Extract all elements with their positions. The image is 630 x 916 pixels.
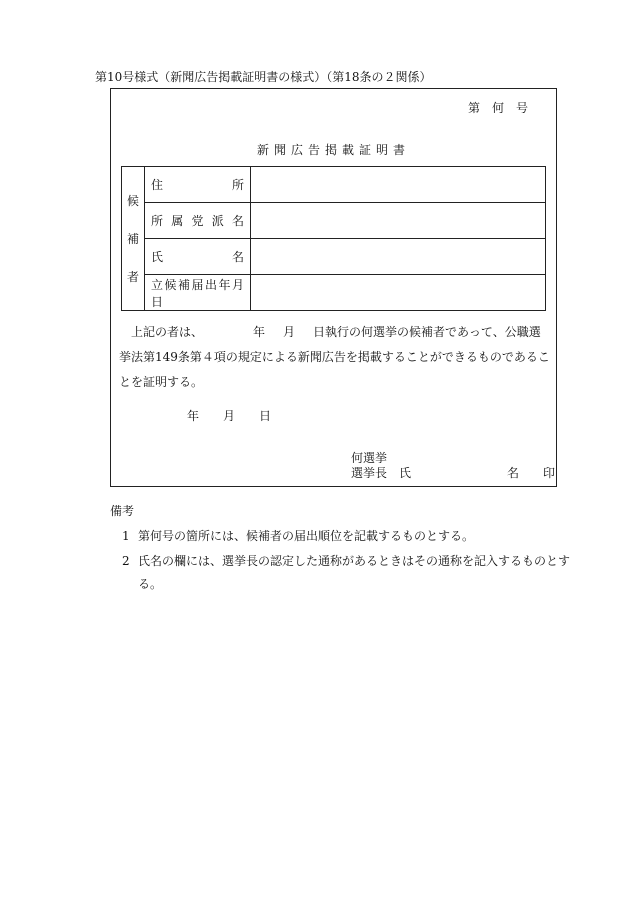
filing-date-value bbox=[251, 275, 546, 311]
vertical-char: 候 bbox=[126, 193, 139, 208]
official-name-label-2: 名 bbox=[507, 466, 520, 480]
official-title: 選挙長 bbox=[351, 466, 388, 480]
form-heading: 第10号様式（新聞広告掲載証明書の様式）（第18条の２関係） bbox=[95, 70, 432, 84]
table-row bbox=[122, 239, 546, 275]
vertical-char: 補 bbox=[126, 231, 139, 246]
table-row bbox=[122, 275, 546, 311]
notes-heading: 備考 bbox=[110, 504, 135, 518]
name-value bbox=[251, 239, 546, 275]
candidate-vertical-label bbox=[122, 167, 145, 311]
list-item: 1 第何号の箇所には、候補者の届出順位を記載するものとする。 bbox=[122, 529, 475, 543]
party-label: 所属党派名 bbox=[145, 203, 251, 239]
vertical-char: 者 bbox=[126, 269, 139, 284]
name-label: 氏名 bbox=[145, 239, 251, 275]
filing-date-label: 立候補届出年月日 bbox=[145, 275, 251, 311]
certificate-frame bbox=[110, 88, 557, 487]
issue-date: 年 月 日 bbox=[187, 409, 272, 423]
notes-section bbox=[110, 500, 590, 596]
list-item: 2 氏名の欄には、選挙長の認定した通称があるときはその通称を記入するものとする。 bbox=[122, 554, 571, 591]
number-label: 第何号 bbox=[467, 101, 540, 115]
candidate-info-table bbox=[121, 166, 546, 311]
table-row bbox=[122, 167, 546, 203]
certificate-body: 上記の者は、 年 月 日執行の何選挙の候補者であって、公職選挙法第149条第４項の規定による新聞広告を掲載することができるものであることを証明する。 bbox=[119, 325, 550, 389]
seal-mark: 印 bbox=[543, 466, 556, 480]
address-label: 住所 bbox=[145, 167, 251, 203]
certificate-title: 新聞広告掲載証明書 bbox=[256, 143, 410, 157]
party-value bbox=[251, 203, 546, 239]
address-value bbox=[251, 167, 546, 203]
official-name-label: 氏 bbox=[399, 466, 412, 480]
election-name: 何選挙 bbox=[351, 451, 388, 465]
official-signature bbox=[351, 451, 555, 481]
table-row bbox=[122, 203, 546, 239]
